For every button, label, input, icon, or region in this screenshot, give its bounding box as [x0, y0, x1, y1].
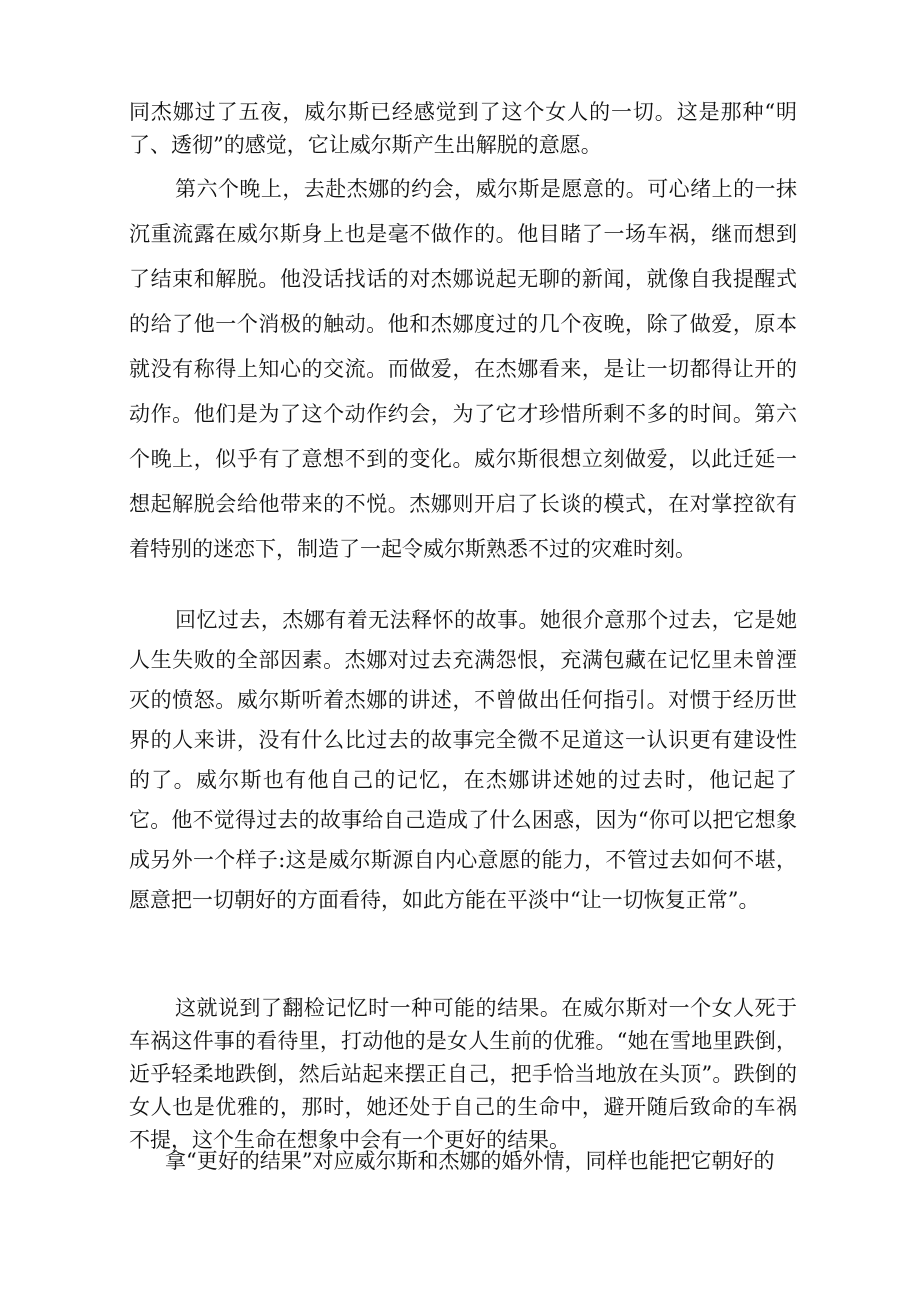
paragraph-1: 同杰娜过了五夜，威尔斯已经感觉到了这个女人的一切。这是那种“明了、透彻”的感觉，它让威尔斯产生出解脱的意愿。 — [129, 100, 797, 157]
paragraph-2: 第六个晚上，去赴杰娜的约会，威尔斯是愿意的。可心绪上的一抹沉重流露在威尔斯身上也是毫不做作的。他目睹了一场车祸，继而想到了结束和解脱。他没话找话的对杰娜说起无聊的新闻，就像自我提醒式的给了他一个消极的触动。他和杰娜度过的几个夜晚，除了做爱，原本就没有称得上知心的交流。而做爱，在杰娜看来，是让一切都得让开的动作。他们是为了这个动作约会，为了它才珍惜所剩不多的时间。第六个晚上，似乎有了意想不到的变化。威尔斯很想立刻做爱，以此迁延一想起解脱会给他带来的不悦。杰娜则开启了长谈的模式，在对掌控欲有着特别的迷恋下，制造了一起令威尔斯熟悉不过的灾难时刻。 — [129, 177, 797, 561]
paragraph-4: 这就说到了翻检记忆时一种可能的结果。在威尔斯对一个女人死于车祸这件事的看待里，打动他的是女人生前的优雅。“她在雪地里跌倒，近乎轻柔地跌倒，然后站起来摆正自己，把手恰当地放在头顶”。跌倒的女人也是优雅的，那时，她还处于自己的生命中，避开随后致命的车祸不提，这个生命在想象中会有一个更好的结果。 — [129, 996, 797, 1152]
paragraph-5: 拿“更好的结果”对应威尔斯和杰娜的婚外情，同样也能把它朝好的 — [165, 1149, 775, 1173]
paragraph-3: 回忆过去，杰娜有着无法释怀的故事。她很介意那个过去，它是她人生失败的全部因素。杰娜对过去充满怨恨，充满包藏在记忆里未曾湮灭的愤怒。威尔斯听着杰娜的讲述，不曾做出任何指引。对惯于经历世界的人来讲，没有什么比过去的故事完全微不足道这一认识更有建设性的了。威尔斯也有他自己的记忆，在杰娜讲述她的过去时，他记起了它。他不觉得过去的故事给自己造成了什么困惑，因为“你可以把它想象成另外一个样子:这是威尔斯源自内心意愿的能力，不管过去如何不堪，愿意把一切朝好的方面看待，如此方能在平淡中“让一切恢复正常”。 — [129, 608, 797, 912]
